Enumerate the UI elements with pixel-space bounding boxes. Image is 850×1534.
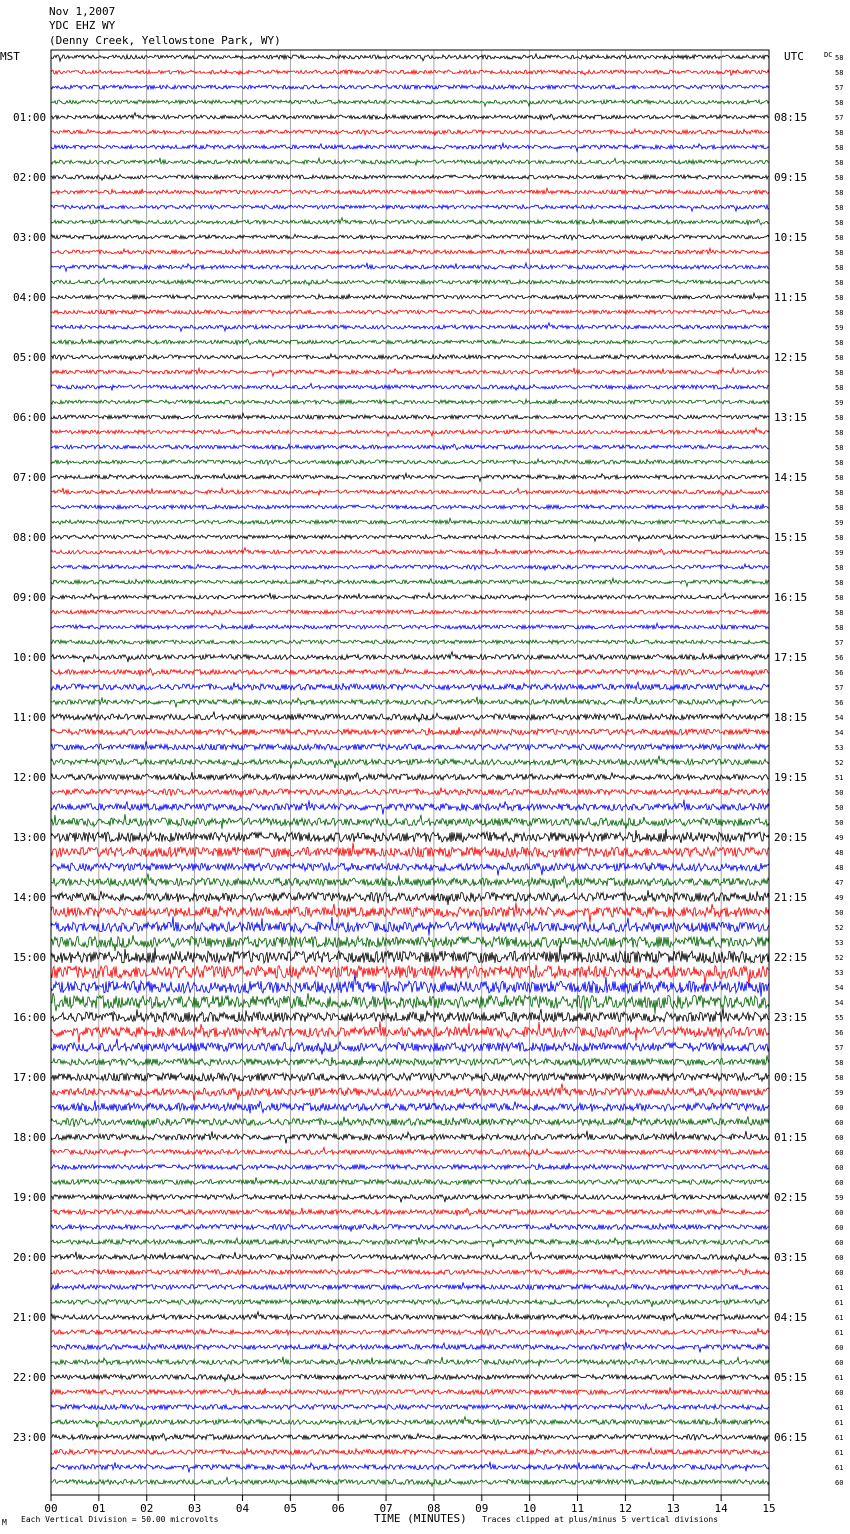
mst-hour-label: 09:00 bbox=[13, 591, 47, 604]
trace-line bbox=[51, 578, 769, 586]
dc-offset-label: 58 bbox=[835, 69, 844, 77]
dc-offset-label: 61 bbox=[835, 1329, 844, 1337]
trace-line bbox=[51, 1021, 769, 1042]
dc-offset-label: 57 bbox=[835, 639, 844, 647]
trace-line bbox=[51, 1374, 769, 1381]
dc-offset-label: 58 bbox=[835, 159, 844, 167]
dc-offset-label: 57 bbox=[835, 84, 844, 92]
trace-line bbox=[51, 70, 769, 75]
scale-note: Each Vertical Division = 50.00 microvolts bbox=[21, 1515, 219, 1524]
utc-hour-label: 17:15 bbox=[774, 651, 808, 664]
trace-line bbox=[51, 741, 769, 750]
dc-offset-label: 60 bbox=[835, 1359, 844, 1367]
trace-line bbox=[51, 504, 769, 509]
x-tick-label: 04 bbox=[235, 1502, 250, 1515]
trace-line bbox=[51, 1131, 769, 1144]
trace-line bbox=[51, 935, 769, 951]
dc-offset-label: 53 bbox=[835, 744, 844, 752]
station-code: YDC EHZ WY bbox=[49, 19, 116, 32]
utc-hour-label: 11:15 bbox=[774, 291, 808, 304]
x-tick-label: 08 bbox=[427, 1502, 441, 1515]
trace-line bbox=[51, 85, 769, 90]
trace-line bbox=[51, 354, 769, 361]
trace-line bbox=[51, 278, 769, 285]
trace-line bbox=[51, 1039, 769, 1055]
x-tick-label: 06 bbox=[331, 1502, 345, 1515]
trace-line bbox=[51, 1208, 769, 1216]
trace-line bbox=[51, 459, 769, 466]
trace-line bbox=[51, 535, 769, 542]
trace-line bbox=[51, 800, 769, 815]
dc-offset-label: 54 bbox=[835, 714, 844, 722]
utc-hour-label: 23:15 bbox=[774, 1011, 808, 1024]
dc-offset-label: 54 bbox=[835, 999, 844, 1007]
dc-offset-label: 60 bbox=[835, 1149, 844, 1157]
dc-offset-label: 58 bbox=[835, 504, 844, 512]
trace-line bbox=[51, 1237, 769, 1247]
trace-line bbox=[51, 610, 769, 616]
dc-offset-label: 50 bbox=[835, 909, 844, 917]
dc-offset-label: 58 bbox=[835, 189, 844, 197]
utc-hour-label: 06:15 bbox=[774, 1431, 808, 1444]
dc-offset-label: 58 bbox=[835, 594, 844, 602]
dc-offset-label: 58 bbox=[835, 294, 844, 302]
trace-line bbox=[51, 218, 769, 226]
trace-line bbox=[51, 874, 769, 889]
trace-line bbox=[51, 1100, 769, 1113]
dc-offset-label: 58 bbox=[835, 339, 844, 347]
trace-line bbox=[51, 993, 769, 1014]
mst-hour-label: 15:00 bbox=[13, 951, 47, 964]
utc-hour-label: 04:15 bbox=[774, 1311, 808, 1324]
x-tick-label: 09 bbox=[475, 1502, 489, 1515]
dc-offset-label: 60 bbox=[835, 1269, 844, 1277]
trace-line bbox=[51, 788, 769, 798]
axis-labels bbox=[13, 54, 843, 1515]
x-tick-label: 14 bbox=[714, 1502, 728, 1515]
trace-line bbox=[51, 100, 769, 107]
trace-line bbox=[51, 1252, 769, 1262]
trace-line bbox=[51, 1116, 769, 1128]
dc-offset-label: 61 bbox=[835, 1299, 844, 1307]
dc-offset-label: 50 bbox=[835, 804, 844, 812]
trace-line bbox=[51, 293, 769, 299]
trace-line bbox=[51, 175, 769, 181]
mst-hour-label: 03:00 bbox=[13, 231, 47, 244]
trace-line bbox=[51, 188, 769, 194]
dc-offset-label: 50 bbox=[835, 819, 844, 827]
utc-hour-label: 08:15 bbox=[774, 111, 808, 124]
trace-line bbox=[51, 54, 769, 61]
utc-hour-label: 14:15 bbox=[774, 471, 808, 484]
x-tick-label: 00 bbox=[44, 1502, 58, 1515]
mst-hour-label: 13:00 bbox=[13, 831, 47, 844]
trace-line bbox=[51, 682, 769, 690]
dc-offset-label: 58 bbox=[835, 414, 844, 422]
trace-line bbox=[51, 113, 769, 121]
dc-offset-label: 60 bbox=[835, 1224, 844, 1232]
dc-offset-label: 50 bbox=[835, 789, 844, 797]
mst-hour-label: 04:00 bbox=[13, 291, 47, 304]
x-tick-label: 03 bbox=[187, 1502, 202, 1515]
trace-line bbox=[51, 697, 769, 708]
trace-line bbox=[51, 652, 769, 663]
dc-offset-label: 61 bbox=[835, 1434, 844, 1442]
trace-line bbox=[51, 1462, 769, 1473]
x-tick-label: 15 bbox=[762, 1502, 776, 1515]
mst-hour-label: 19:00 bbox=[13, 1191, 47, 1204]
trace-line bbox=[51, 1072, 769, 1081]
dc-offset-label: 60 bbox=[835, 1209, 844, 1217]
dc-offset-label: 58 bbox=[835, 444, 844, 452]
dc-offset-label: 59 bbox=[835, 549, 844, 557]
dc-offset-label: 60 bbox=[835, 1344, 844, 1352]
trace-line bbox=[51, 756, 769, 769]
trace-line bbox=[51, 1223, 769, 1231]
dc-offset-label: 58 bbox=[835, 234, 844, 242]
trace-line bbox=[51, 1177, 769, 1184]
trace-line bbox=[51, 518, 769, 524]
trace-line bbox=[51, 1312, 769, 1321]
dc-offset-label: 56 bbox=[835, 669, 844, 677]
record-date: Nov 1,2007 bbox=[49, 5, 116, 18]
trace-line bbox=[51, 248, 769, 254]
dc-offset-label: 58 bbox=[835, 249, 844, 257]
dc-offset-label: 56 bbox=[835, 654, 844, 662]
trace-line bbox=[51, 623, 769, 629]
dc-offset-label: 61 bbox=[835, 1449, 844, 1457]
dc-offset-label: 60 bbox=[835, 1119, 844, 1127]
mst-hour-label: 07:00 bbox=[13, 471, 47, 484]
trace-line bbox=[51, 1269, 769, 1275]
trace-line bbox=[51, 548, 769, 556]
dc-offset-label: 58 bbox=[835, 1059, 844, 1067]
dc-offset-label: 52 bbox=[835, 924, 844, 932]
dc-offset-label: 51 bbox=[835, 774, 844, 782]
mst-hour-label: 21:00 bbox=[13, 1311, 47, 1324]
dc-offset-label: 58 bbox=[835, 474, 844, 482]
trace-line bbox=[51, 1055, 769, 1066]
mst-axis-label: MST bbox=[0, 50, 20, 63]
dc-offset-label: 58 bbox=[835, 384, 844, 392]
utc-hour-label: 03:15 bbox=[774, 1251, 808, 1264]
utc-hour-label: 09:15 bbox=[774, 171, 808, 184]
trace-line bbox=[51, 1192, 769, 1203]
dc-offset-label: 47 bbox=[835, 879, 844, 887]
dc-offset-label: 58 bbox=[835, 99, 844, 107]
dc-offset-label: 54 bbox=[835, 984, 844, 992]
dc-offset-label: 60 bbox=[835, 1134, 844, 1142]
dc-offset-label: 48 bbox=[835, 849, 844, 857]
mst-hour-label: 05:00 bbox=[13, 351, 47, 364]
mst-hour-label: 10:00 bbox=[13, 651, 47, 664]
x-tick-label: 11 bbox=[570, 1502, 585, 1515]
trace-line bbox=[51, 946, 769, 964]
trace-line bbox=[51, 1357, 769, 1367]
utc-hour-label: 22:15 bbox=[774, 951, 808, 964]
utc-hour-label: 16:15 bbox=[774, 591, 808, 604]
dc-offset-label: 57 bbox=[835, 114, 844, 122]
dc-offset-label: 58 bbox=[835, 144, 844, 152]
dc-offset-label: 60 bbox=[835, 1389, 844, 1397]
dc-offset-label: 56 bbox=[835, 1029, 844, 1037]
dc-offset-label: 59 bbox=[835, 519, 844, 527]
trace-line bbox=[51, 843, 769, 857]
mst-hour-label: 08:00 bbox=[13, 531, 47, 544]
dc-offset-label: 60 bbox=[835, 1239, 844, 1247]
trace-line bbox=[51, 129, 769, 136]
utc-axis-label: UTC bbox=[784, 50, 804, 63]
trace-line bbox=[51, 310, 769, 314]
x-tick-label: 07 bbox=[379, 1502, 393, 1515]
utc-hour-label: 19:15 bbox=[774, 771, 808, 784]
dc-offset-label: 58 bbox=[835, 429, 844, 437]
trace-line bbox=[51, 1404, 769, 1409]
trace-line bbox=[51, 974, 769, 997]
trace-line bbox=[51, 862, 769, 875]
dc-offset-label: 58 bbox=[835, 174, 844, 182]
mst-hour-label: 14:00 bbox=[13, 891, 47, 904]
dc-offset-label: 60 bbox=[835, 1479, 844, 1487]
dc-offset-label: 58 bbox=[835, 609, 844, 617]
utc-hour-label: 02:15 bbox=[774, 1191, 808, 1204]
dc-offset-label: 58 bbox=[835, 459, 844, 467]
dc-offset-label: 58 bbox=[835, 354, 844, 362]
x-tick-label: 10 bbox=[523, 1502, 537, 1515]
dc-offset-label: 60 bbox=[835, 1179, 844, 1187]
x-axis-title: TIME (MINUTES) bbox=[374, 1512, 467, 1525]
trace-line bbox=[51, 399, 769, 405]
mst-hour-label: 16:00 bbox=[13, 1011, 47, 1024]
dc-offset-label: 61 bbox=[835, 1464, 844, 1472]
utc-hour-label: 00:15 bbox=[774, 1071, 808, 1084]
dc-offset-label: 59 bbox=[835, 399, 844, 407]
dc-offset-label: 58 bbox=[835, 54, 844, 62]
dc-offset-label: 48 bbox=[835, 864, 844, 872]
trace-line bbox=[51, 383, 769, 390]
dc-offset-label: 58 bbox=[835, 219, 844, 227]
mst-hour-label: 20:00 bbox=[13, 1251, 47, 1264]
mst-hour-label: 18:00 bbox=[13, 1131, 47, 1144]
dc-offset-label: 55 bbox=[835, 1014, 844, 1022]
x-tick-label: 13 bbox=[666, 1502, 680, 1515]
dc-offset-label: 59 bbox=[835, 1089, 844, 1097]
x-tick-label: 12 bbox=[618, 1502, 633, 1515]
trace-line bbox=[51, 1387, 769, 1395]
dc-offset-label: 52 bbox=[835, 759, 844, 767]
trace-line bbox=[51, 1477, 769, 1486]
trace-line bbox=[51, 1448, 769, 1455]
utc-hour-label: 05:15 bbox=[774, 1371, 808, 1384]
trace-line bbox=[51, 143, 769, 151]
trace-line bbox=[51, 444, 769, 451]
dc-offset-label: 54 bbox=[835, 729, 844, 737]
mst-hour-label: 22:00 bbox=[13, 1371, 47, 1384]
trace-line bbox=[51, 814, 769, 829]
dc-offset-label: 58 bbox=[835, 489, 844, 497]
utc-hour-label: 15:15 bbox=[774, 531, 808, 544]
dc-offset-label: 61 bbox=[835, 1284, 844, 1292]
utc-hour-label: 13:15 bbox=[774, 411, 808, 424]
dc-offset-label: 56 bbox=[835, 699, 844, 707]
dc-offset-label: 58 bbox=[835, 369, 844, 377]
dc-offset-label: 58 bbox=[835, 624, 844, 632]
dc-offset-label: 53 bbox=[835, 939, 844, 947]
trace-line bbox=[51, 473, 769, 481]
station-location: (Denny Creek, Yellowstone Park, WY) bbox=[49, 34, 281, 47]
trace-line bbox=[51, 1147, 769, 1156]
utc-hour-label: 20:15 bbox=[774, 831, 808, 844]
trace-line bbox=[51, 1434, 769, 1442]
dc-offset-label: 61 bbox=[835, 1404, 844, 1412]
dc-offset-label: 59 bbox=[835, 1194, 844, 1202]
dc-offset-label: 53 bbox=[835, 969, 844, 977]
trace-line bbox=[51, 669, 769, 677]
x-tick-label: 01 bbox=[92, 1502, 106, 1515]
seismic-traces bbox=[51, 54, 769, 1486]
trace-line bbox=[51, 564, 769, 571]
trace-line bbox=[51, 368, 769, 377]
x-tick-label: 02 bbox=[140, 1502, 154, 1515]
trace-line bbox=[51, 890, 769, 905]
dc-offset-label: 61 bbox=[835, 1419, 844, 1427]
trace-line bbox=[51, 1008, 769, 1023]
trace-line bbox=[51, 772, 769, 782]
trace-line bbox=[51, 1084, 769, 1101]
dc-offset-label: 61 bbox=[835, 1314, 844, 1322]
dc-offset-label: 49 bbox=[835, 894, 844, 902]
trace-line bbox=[51, 158, 769, 166]
mst-hour-label: 02:00 bbox=[13, 171, 47, 184]
trace-line bbox=[51, 339, 769, 346]
dc-offset-label: 58 bbox=[835, 204, 844, 212]
dc-offset-label: 58 bbox=[835, 579, 844, 587]
mst-hour-label: 17:00 bbox=[13, 1071, 47, 1084]
dc-offset-label: 58 bbox=[835, 264, 844, 272]
trace-line bbox=[51, 903, 769, 923]
dc-offset-label: 57 bbox=[835, 1044, 844, 1052]
mst-hour-label: 12:00 bbox=[13, 771, 47, 784]
trace-line bbox=[51, 428, 769, 437]
trace-line bbox=[51, 205, 769, 212]
dc-offset-label: 59 bbox=[835, 324, 844, 332]
mst-hour-label: 11:00 bbox=[13, 711, 47, 724]
trace-line bbox=[51, 1163, 769, 1170]
trace-line bbox=[51, 712, 769, 723]
trace-line bbox=[51, 234, 769, 240]
dc-offset-label: 61 bbox=[835, 1374, 844, 1382]
trace-line bbox=[51, 727, 769, 735]
dc-label: DC bbox=[824, 51, 833, 59]
trace-line bbox=[51, 323, 769, 332]
trace-line bbox=[51, 263, 769, 272]
dc-offset-label: 58 bbox=[835, 534, 844, 542]
dc-offset-label: 49 bbox=[835, 834, 844, 842]
trace-line bbox=[51, 1282, 769, 1290]
trace-line bbox=[51, 640, 769, 644]
trace-line bbox=[51, 1299, 769, 1307]
dc-offset-label: 57 bbox=[835, 684, 844, 692]
dc-offset-label: 58 bbox=[835, 1074, 844, 1082]
trace-line bbox=[51, 593, 769, 601]
dc-offset-label: 60 bbox=[835, 1164, 844, 1172]
dc-offset-label: 60 bbox=[835, 1254, 844, 1262]
utc-hour-label: 12:15 bbox=[774, 351, 808, 364]
dc-offset-label: 58 bbox=[835, 564, 844, 572]
utc-hour-label: 21:15 bbox=[774, 891, 808, 904]
trace-line bbox=[51, 1417, 769, 1428]
mst-hour-label: 23:00 bbox=[13, 1431, 47, 1444]
dc-offset-label: 60 bbox=[835, 1104, 844, 1112]
dc-offset-label: 52 bbox=[835, 954, 844, 962]
dc-offset-label: 58 bbox=[835, 309, 844, 317]
utc-hour-label: 18:15 bbox=[774, 711, 808, 724]
mst-hour-label: 01:00 bbox=[13, 111, 47, 124]
trace-line bbox=[51, 488, 769, 496]
trace-line bbox=[51, 1328, 769, 1336]
utc-hour-label: 01:15 bbox=[774, 1131, 808, 1144]
trace-line bbox=[51, 1342, 769, 1352]
dc-offset-label: 58 bbox=[835, 129, 844, 137]
utc-hour-label: 10:15 bbox=[774, 231, 808, 244]
dc-offset-label: 58 bbox=[835, 279, 844, 287]
mst-hour-label: 06:00 bbox=[13, 411, 47, 424]
footer-mark: M bbox=[2, 1518, 7, 1527]
x-tick-label: 05 bbox=[283, 1502, 297, 1515]
trace-line bbox=[51, 413, 769, 419]
clip-note: Traces clipped at plus/minus 5 vertical divisions bbox=[482, 1515, 719, 1524]
trace-line bbox=[51, 916, 769, 935]
trace-line bbox=[51, 829, 769, 843]
